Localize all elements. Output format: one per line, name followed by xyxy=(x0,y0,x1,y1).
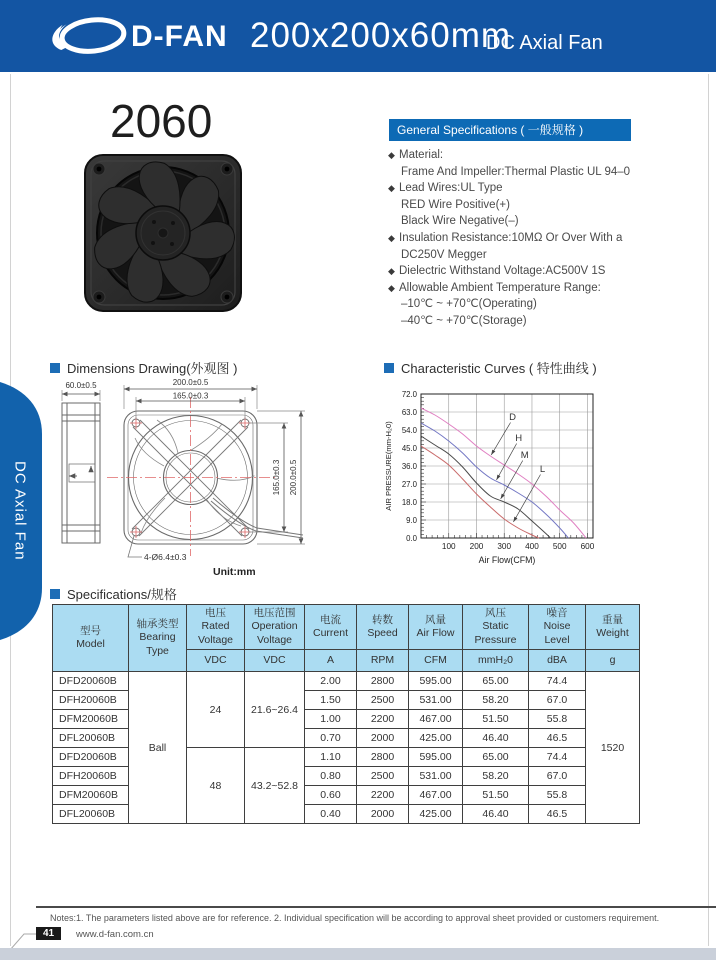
curves-title-text: Characteristic Curves ( 特性曲线 ) xyxy=(401,361,597,376)
dim-hole-pitch: 165.0±0.3 xyxy=(172,391,209,401)
svg-text:18.0: 18.0 xyxy=(401,497,417,507)
table-cell: DFD20060B xyxy=(53,672,129,691)
curve-label-M: M xyxy=(520,450,529,461)
general-specs-header: General Specifications ( 一般规格 ) xyxy=(389,119,631,141)
curve-M xyxy=(421,436,551,538)
table-cell: 1.50 xyxy=(305,691,357,710)
table-cell: 21.6~26.4 xyxy=(245,672,305,748)
table-cell: 65.00 xyxy=(463,748,529,767)
table-cell: DFL20060B xyxy=(53,729,129,748)
svg-text:27.0: 27.0 xyxy=(401,479,417,489)
general-spec-item: ◆ Dielectric Withstand Voltage:AC500V 1S xyxy=(388,263,698,280)
dim-holes: 4-Ø6.4±0.3 xyxy=(144,552,187,562)
table-cell: 2500 xyxy=(357,691,409,710)
website-url: www.d-fan.com.cn xyxy=(76,929,154,940)
table-cell: 1.10 xyxy=(305,748,357,767)
table-cell: 2200 xyxy=(357,710,409,729)
dimensions-drawing xyxy=(45,376,375,583)
dim-hole-pitch-v: 165.0±0.3 xyxy=(272,459,281,496)
unit-rated-voltage: VDC xyxy=(187,650,245,672)
dimensions-title-text: Dimensions Drawing(外观图 ) xyxy=(67,361,238,376)
table-cell: 531.00 xyxy=(409,767,463,786)
table-cell: 24 xyxy=(187,672,245,748)
svg-text:63.0: 63.0 xyxy=(401,407,417,417)
model-series-title: 2060 xyxy=(110,95,213,147)
col-static-pressure: 风压 Static Pressure xyxy=(463,605,529,650)
table-cell: 0.70 xyxy=(305,729,357,748)
page-header xyxy=(0,0,716,72)
characteristic-curves-chart xyxy=(383,378,623,578)
curve-label-L: L xyxy=(539,464,546,475)
side-tab-label: DC Axial Fan xyxy=(11,461,29,561)
general-spec-item: RED Wire Positive(+) xyxy=(401,198,510,211)
table-cell: 46.40 xyxy=(463,805,529,824)
svg-text:0.0: 0.0 xyxy=(406,533,417,543)
curves-section-title xyxy=(384,358,597,377)
fan-product-image xyxy=(80,150,248,318)
table-cell: 65.00 xyxy=(463,672,529,691)
unit-current: A xyxy=(305,650,357,672)
table-cell: 43.2~52.8 xyxy=(245,748,305,824)
table-cell: 51.50 xyxy=(463,786,529,805)
table-cell: 67.0 xyxy=(529,691,586,710)
table-cell: 467.00 xyxy=(409,710,463,729)
dim-height-v: 200.0±0.5 xyxy=(289,459,298,496)
section-marker-icon xyxy=(384,363,394,373)
table-cell: DFD20060B xyxy=(53,748,129,767)
svg-text:600: 600 xyxy=(580,542,595,551)
table-cell: 46.5 xyxy=(529,729,586,748)
dim-width: 200.0±0.5 xyxy=(172,378,209,387)
svg-text:500: 500 xyxy=(552,542,567,551)
unit-speed: RPM xyxy=(357,650,409,672)
svg-text:9.0: 9.0 xyxy=(406,515,417,525)
unit-static-pressure: mmH₂0 xyxy=(463,650,529,672)
general-spec-item: Black Wire Negative(–) xyxy=(401,215,519,228)
page-number-badge: 41 xyxy=(36,927,61,940)
table-cell: 425.00 xyxy=(409,805,463,824)
dimensions-section-title xyxy=(50,358,237,377)
col-current: 电流 Current xyxy=(305,605,357,650)
page-subtitle: DC Axial Fan xyxy=(486,32,603,54)
col-speed: 转数 Speed xyxy=(357,605,409,650)
table-row xyxy=(53,672,640,691)
brand-logo-icon xyxy=(46,13,132,59)
section-marker-icon xyxy=(50,589,60,599)
table-cell: 0.40 xyxy=(305,805,357,824)
general-spec-item: ◆ Material: xyxy=(388,147,698,164)
table-cell: 467.00 xyxy=(409,786,463,805)
section-marker-icon xyxy=(50,363,60,373)
curve-H xyxy=(421,423,568,538)
svg-text:45.0: 45.0 xyxy=(401,443,417,453)
table-cell: 595.00 xyxy=(409,748,463,767)
table-cell: DFL20060B xyxy=(53,805,129,824)
col-weight: 重量 Weight xyxy=(586,605,640,650)
table-cell: 2500 xyxy=(357,767,409,786)
table-cell: 46.5 xyxy=(529,805,586,824)
dim-depth: 60.0±0.5 xyxy=(65,381,97,390)
side-tab-dc-axial-fan xyxy=(0,372,44,650)
table-cell: 2000 xyxy=(357,729,409,748)
footer-divider xyxy=(36,906,716,908)
general-spec-item: –40℃ ~ +70℃(Storage) xyxy=(401,314,527,327)
unit-air-flow: CFM xyxy=(409,650,463,672)
specifications-table xyxy=(52,604,640,824)
general-spec-item: ◆ Insulation Resistance:10MΩ Or Over With a xyxy=(388,230,698,247)
svg-text:54.0: 54.0 xyxy=(401,425,417,435)
col-bearing: 轴承类型 Bearing Type xyxy=(129,605,187,672)
svg-text:400: 400 xyxy=(525,542,539,551)
footer-notes: Notes:1. The parameters listed above are for reference. 2. Individual specification will be according to approval sheet provided or customers requirement. xyxy=(50,913,660,923)
table-cell: 1520 xyxy=(586,672,640,824)
table-cell: DFH20060B xyxy=(53,691,129,710)
page-right-border xyxy=(708,74,709,946)
table-cell: 74.4 xyxy=(529,748,586,767)
general-spec-item: Frame And Impeller:Thermal Plastic UL 94–0 xyxy=(401,165,631,178)
col-model: 型号 Model xyxy=(53,605,129,672)
svg-text:100: 100 xyxy=(441,542,456,551)
curve-label-D: D xyxy=(509,412,516,423)
dim-unit: Unit:mm xyxy=(213,566,256,578)
table-cell: 2000 xyxy=(357,805,409,824)
col-noise: 噪音 Noise Level xyxy=(529,605,586,650)
table-cell: 0.80 xyxy=(305,767,357,786)
table-cell: 425.00 xyxy=(409,729,463,748)
table-cell: 2800 xyxy=(357,672,409,691)
table-cell: 531.00 xyxy=(409,691,463,710)
general-specs-list xyxy=(388,147,698,330)
table-cell: 2200 xyxy=(357,786,409,805)
page-title: 200x200x60mm xyxy=(250,16,512,55)
table-cell: DFM20060B xyxy=(53,710,129,729)
col-operation-voltage: 电压范围 Operation Voltage xyxy=(245,605,305,650)
table-cell: DFM20060B xyxy=(53,786,129,805)
general-spec-item: –10℃ ~ +70℃(Operating) xyxy=(401,298,537,311)
svg-text:300: 300 xyxy=(497,542,512,551)
unit-operation-voltage: VDC xyxy=(245,650,305,672)
svg-text:72.0: 72.0 xyxy=(401,389,417,399)
table-cell: 1.00 xyxy=(305,710,357,729)
table-cell: 2800 xyxy=(357,748,409,767)
table-cell: 58.20 xyxy=(463,767,529,786)
svg-text:36.0: 36.0 xyxy=(401,461,417,471)
table-cell: 74.4 xyxy=(529,672,586,691)
table-cell: 0.60 xyxy=(305,786,357,805)
page-bottom-strip xyxy=(0,948,716,960)
curve-label-H: H xyxy=(515,433,523,444)
table-cell: 2.00 xyxy=(305,672,357,691)
svg-text:Air Flow(CFM): Air Flow(CFM) xyxy=(478,555,536,565)
table-cell: 58.20 xyxy=(463,691,529,710)
unit-weight: g xyxy=(586,650,640,672)
specs-title-text: Specifications/规格 xyxy=(67,587,177,602)
table-cell: 595.00 xyxy=(409,672,463,691)
table-cell: 55.8 xyxy=(529,786,586,805)
general-spec-item: ◆ Allowable Ambient Temperature Range: xyxy=(388,280,698,297)
svg-text:200: 200 xyxy=(469,542,484,551)
col-air-flow: 风量 Air Flow xyxy=(409,605,463,650)
table-cell: 48 xyxy=(187,748,245,824)
general-spec-item: ◆ Lead Wires:UL Type xyxy=(388,180,698,197)
table-cell: 67.0 xyxy=(529,767,586,786)
svg-text:AIR PRESSURE(mm-H₂0): AIR PRESSURE(mm-H₂0) xyxy=(384,421,393,511)
table-cell: 55.8 xyxy=(529,710,586,729)
table-cell: 46.40 xyxy=(463,729,529,748)
col-rated-voltage: 电压 Rated Voltage xyxy=(187,605,245,650)
unit-noise: dBA xyxy=(529,650,586,672)
table-cell: Ball xyxy=(129,672,187,824)
table-cell: 51.50 xyxy=(463,710,529,729)
brand-name: D-FAN xyxy=(131,20,228,53)
table-cell: DFH20060B xyxy=(53,767,129,786)
general-spec-item: DC250V Megger xyxy=(401,248,487,261)
specs-section-title xyxy=(50,584,177,603)
